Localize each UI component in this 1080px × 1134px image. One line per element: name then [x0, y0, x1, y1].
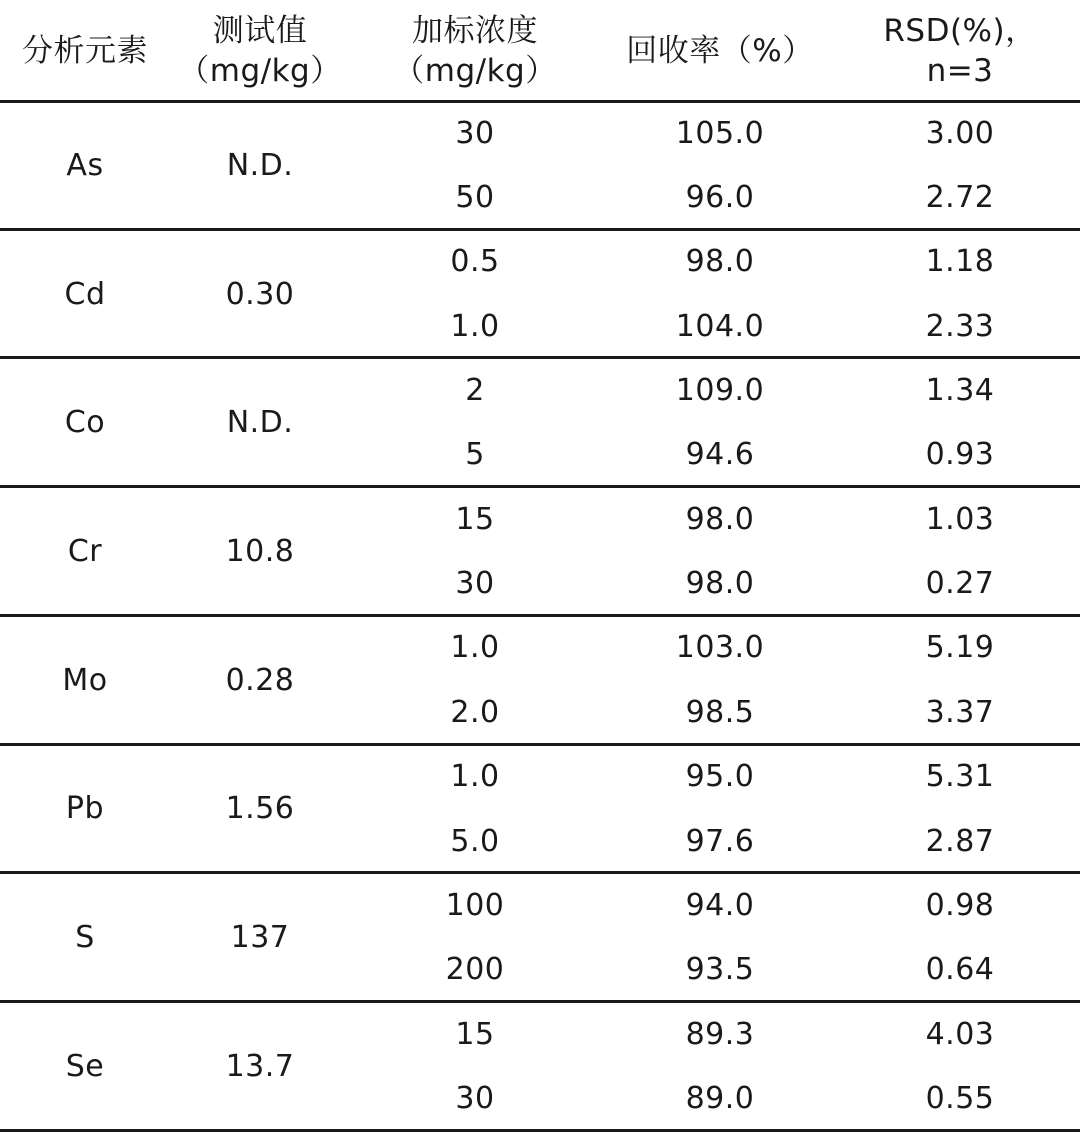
recovery-value: 94.6 — [685, 437, 755, 473]
spike-value: 30 — [455, 566, 495, 602]
recovery-value: 98.0 — [685, 244, 755, 280]
row-divider — [0, 871, 1080, 874]
spike-value: 1.0 — [450, 759, 500, 795]
spike-value: 30 — [455, 1080, 495, 1116]
header-measured — [170, 0, 350, 102]
header-measured-unit: （mg/kg） — [178, 53, 342, 89]
rsd-value: 5.19 — [925, 630, 995, 666]
recovery-value: 96.0 — [685, 180, 755, 216]
spike-value: 0.5 — [450, 244, 500, 280]
spike-value: 1.0 — [450, 630, 500, 666]
measured-value: 13.7 — [225, 1048, 295, 1084]
measured-value: 10.8 — [225, 533, 295, 569]
measured-value: 0.28 — [225, 662, 295, 698]
header-recovery-line: 回收率（%） — [626, 33, 814, 69]
header-recovery — [600, 0, 840, 102]
row-divider — [0, 743, 1080, 746]
spike-value: 2.0 — [450, 694, 500, 730]
recovery-value: 98.0 — [685, 501, 755, 537]
header-rule — [0, 100, 1080, 103]
header-spike — [375, 0, 575, 102]
rsd-value: 0.27 — [925, 566, 995, 602]
element-cell: Cr — [67, 533, 103, 569]
measured-value: 1.56 — [225, 791, 295, 827]
element-cell: Cd — [64, 276, 106, 312]
row-divider — [0, 614, 1080, 617]
rsd-value: 3.37 — [925, 694, 995, 730]
element-cell: As — [66, 147, 104, 183]
spike-value: 1.0 — [450, 308, 500, 344]
spike-value: 5.0 — [450, 823, 500, 859]
rsd-value: 0.93 — [925, 437, 995, 473]
rsd-value: 0.98 — [925, 887, 995, 923]
rsd-value: 2.87 — [925, 823, 995, 859]
recovery-value: 93.5 — [685, 952, 755, 988]
measured-value: N.D. — [226, 405, 294, 441]
rsd-value: 1.18 — [925, 244, 995, 280]
header-element-line: 分析元素 — [22, 33, 148, 69]
element-cell: Co — [64, 405, 106, 441]
element-cell: Mo — [62, 662, 108, 698]
measured-value: 0.30 — [225, 276, 295, 312]
rsd-value: 3.00 — [925, 115, 995, 151]
rsd-value: 1.03 — [925, 501, 995, 537]
rsd-value: 5.31 — [925, 759, 995, 795]
recovery-value: 103.0 — [675, 630, 765, 666]
spike-value: 30 — [455, 115, 495, 151]
recovery-value: 89.3 — [685, 1016, 755, 1052]
spike-value: 15 — [455, 501, 495, 537]
spike-value: 5 — [465, 437, 485, 473]
header-rsd-line: RSD(%)， — [883, 13, 1037, 49]
recovery-value: 104.0 — [675, 308, 765, 344]
element-cell: Pb — [65, 791, 105, 827]
header-rsd-n: n=3 — [926, 53, 994, 89]
recovery-value: 95.0 — [685, 759, 755, 795]
rsd-value: 0.64 — [925, 952, 995, 988]
header-element — [0, 0, 170, 102]
rsd-value: 1.34 — [925, 373, 995, 409]
row-divider — [0, 1000, 1080, 1003]
rsd-value: 0.55 — [925, 1080, 995, 1116]
row-divider — [0, 1129, 1080, 1132]
spike-value: 15 — [455, 1016, 495, 1052]
row-divider — [0, 356, 1080, 359]
row-divider — [0, 228, 1080, 231]
spike-value: 200 — [445, 952, 505, 988]
recovery-value: 105.0 — [675, 115, 765, 151]
header-spike-unit: （mg/kg） — [393, 53, 557, 89]
recovery-value: 109.0 — [675, 373, 765, 409]
header-rsd — [855, 0, 1065, 102]
recovery-value: 98.0 — [685, 566, 755, 602]
element-cell: S — [75, 920, 95, 956]
measured-value: 137 — [230, 920, 290, 956]
recovery-value: 97.6 — [685, 823, 755, 859]
element-cell: Se — [65, 1048, 105, 1084]
recovery-value: 98.5 — [685, 694, 755, 730]
header-spike-line: 加标浓度 — [412, 13, 538, 49]
recovery-value: 89.0 — [685, 1080, 755, 1116]
row-divider — [0, 485, 1080, 488]
spike-value: 100 — [445, 887, 505, 923]
rsd-value: 2.33 — [925, 308, 995, 344]
rsd-value: 2.72 — [925, 180, 995, 216]
spike-value: 2 — [465, 373, 485, 409]
recovery-value: 94.0 — [685, 887, 755, 923]
header-measured-line: 测试值 — [212, 13, 308, 49]
spike-value: 50 — [455, 180, 495, 216]
rsd-value: 4.03 — [925, 1016, 995, 1052]
measured-value: N.D. — [226, 147, 294, 183]
